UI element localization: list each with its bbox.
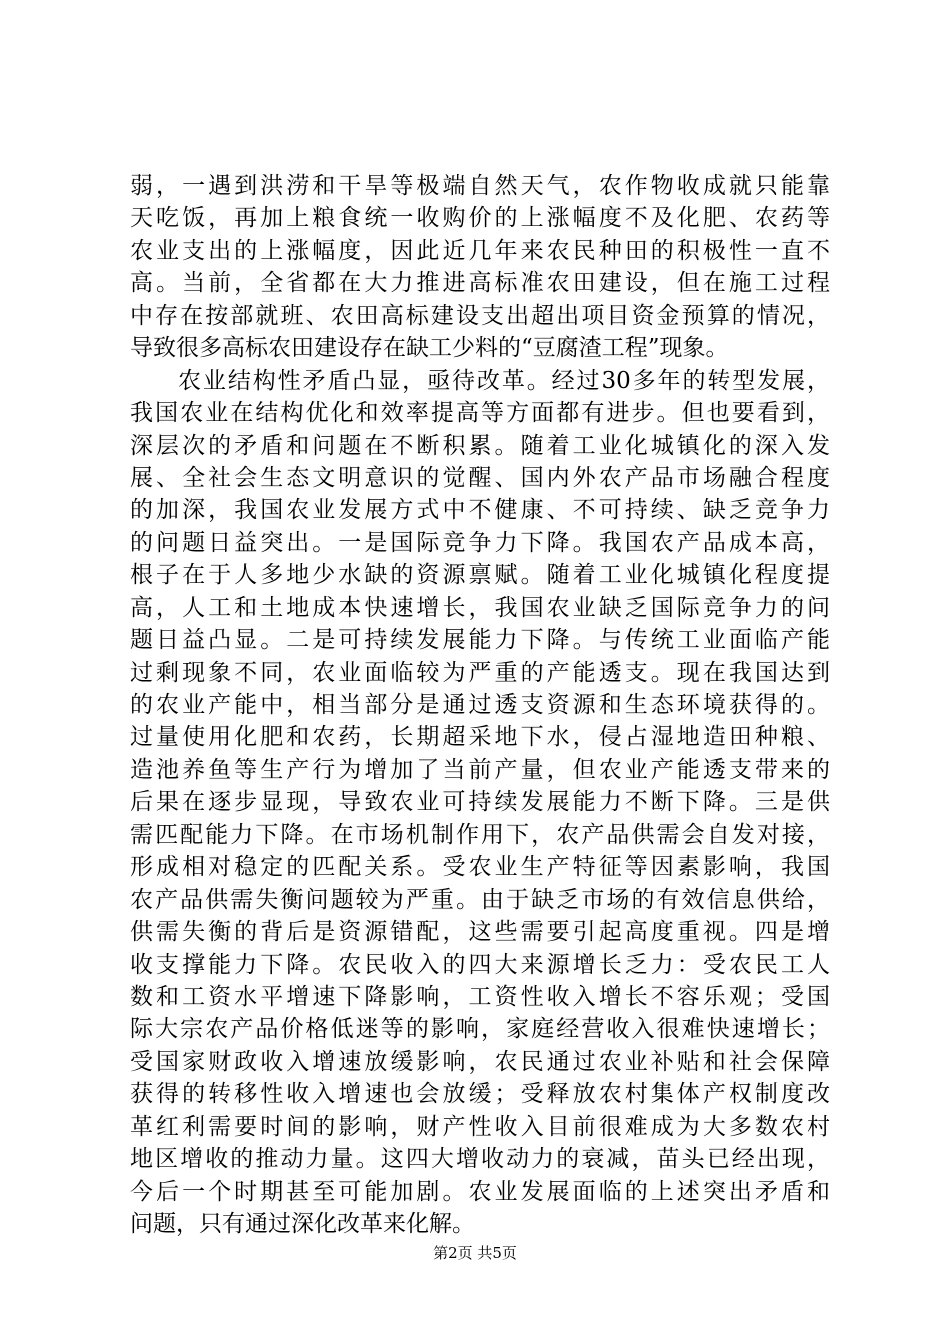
text-line: 农业支出的上涨幅度，因此近几年来农民种田的积极性一直不	[130, 237, 830, 264]
text-line: 造池养鱼等生产行为增加了当前产量，但农业产能透支带来的	[130, 756, 830, 783]
text-line: 农业结构性矛盾凸显，亟待改革。经过30多年的转型发展，	[178, 367, 830, 394]
text-line: 深层次的矛盾和问题在不断积累。随着工业化城镇化的深入发	[130, 432, 830, 459]
text-line: 的问题日益突出。一是国际竞争力下降。我国农产品成本高，	[130, 529, 830, 556]
text-line: 形成相对稳定的匹配关系。受农业生产特征等因素影响，我国	[130, 854, 830, 881]
text-line: 问题，只有通过深化改革来化解。	[130, 1211, 475, 1237]
text-line: 天吃饭，再加上粮食统一收购价的上涨幅度不及化肥、农药等	[130, 205, 830, 232]
text-line: 需匹配能力下降。在市场机制作用下，农产品供需会自发对接，	[130, 821, 830, 848]
page-footer: 第2页 共5页	[433, 1244, 517, 1262]
text-line: 中存在按部就班、农田高标建设支出超出项目资金预算的情况，	[130, 302, 830, 329]
text-line: 获得的转移性收入增速也会放缓；受释放农村集体产权制度改	[130, 1081, 830, 1108]
text-line: 高。当前，全省都在大力推进高标准农田建设，但在施工过程	[130, 270, 830, 297]
text-line: 数和工资水平增速下降影响，工资性收入增长不容乐观；受国	[130, 983, 830, 1010]
text-line: 革红利需要时间的影响，财产性收入目前很难成为大多数农村	[130, 1113, 830, 1140]
text-line: 的农业产能中，相当部分是通过透支资源和生态环境获得的。	[130, 692, 830, 718]
text-line: 受国家财政收入增速放缓影响，农民通过农业补贴和社会保障	[130, 1048, 830, 1075]
text-line: 我国农业在结构优化和效率提高等方面都有进步。但也要看到，	[130, 400, 830, 427]
text-line: 导致很多高标农田建设存在缺工少料的“豆腐渣工程”现象。	[130, 335, 729, 362]
text-line: 题日益凸显。二是可持续发展能力下降。与传统工业面临产能	[130, 627, 830, 654]
text-line: 后果在逐步显现，导致农业可持续发展能力不断下降。三是供	[130, 789, 830, 816]
text-line: 过量使用化肥和农药，长期超采地下水，侵占湿地造田种粮、	[130, 724, 830, 751]
text-line: 的加深，我国农业发展方式中不健康、不可持续、缺乏竞争力	[130, 497, 830, 524]
text-line: 农产品供需失衡问题较为严重。由于缺乏市场的有效信息供给，	[130, 886, 830, 913]
text-line: 弱，一遇到洪涝和干旱等极端自然天气，农作物收成就只能靠	[130, 173, 830, 199]
text-line: 今后一个时期甚至可能加剧。农业发展面临的上述突出矛盾和	[130, 1178, 830, 1205]
text-line: 际大宗农产品价格低迷等的影响，家庭经营收入很难快速增长；	[130, 1016, 830, 1043]
body-text	[130, 170, 830, 1240]
text-line: 高，人工和土地成本快速增长，我国农业缺乏国际竞争力的问	[130, 594, 830, 621]
text-line: 展、全社会生态文明意识的觉醒、国内外农产品市场融合程度	[130, 464, 830, 491]
text-line: 供需失衡的背后是资源错配，这些需要引起高度重视。四是增	[130, 919, 830, 946]
text-line: 过剩现象不同，农业面临较为严重的产能透支。现在我国达到	[130, 659, 830, 686]
text-line: 收支撑能力下降。农民收入的四大来源增长乏力：受农民工人	[130, 951, 830, 978]
text-line: 地区增收的推动力量。这四大增收动力的衰减，苗头已经出现，	[130, 1146, 830, 1173]
text-line: 根子在于人多地少水缺的资源禀赋。随着工业化城镇化程度提	[130, 562, 830, 589]
